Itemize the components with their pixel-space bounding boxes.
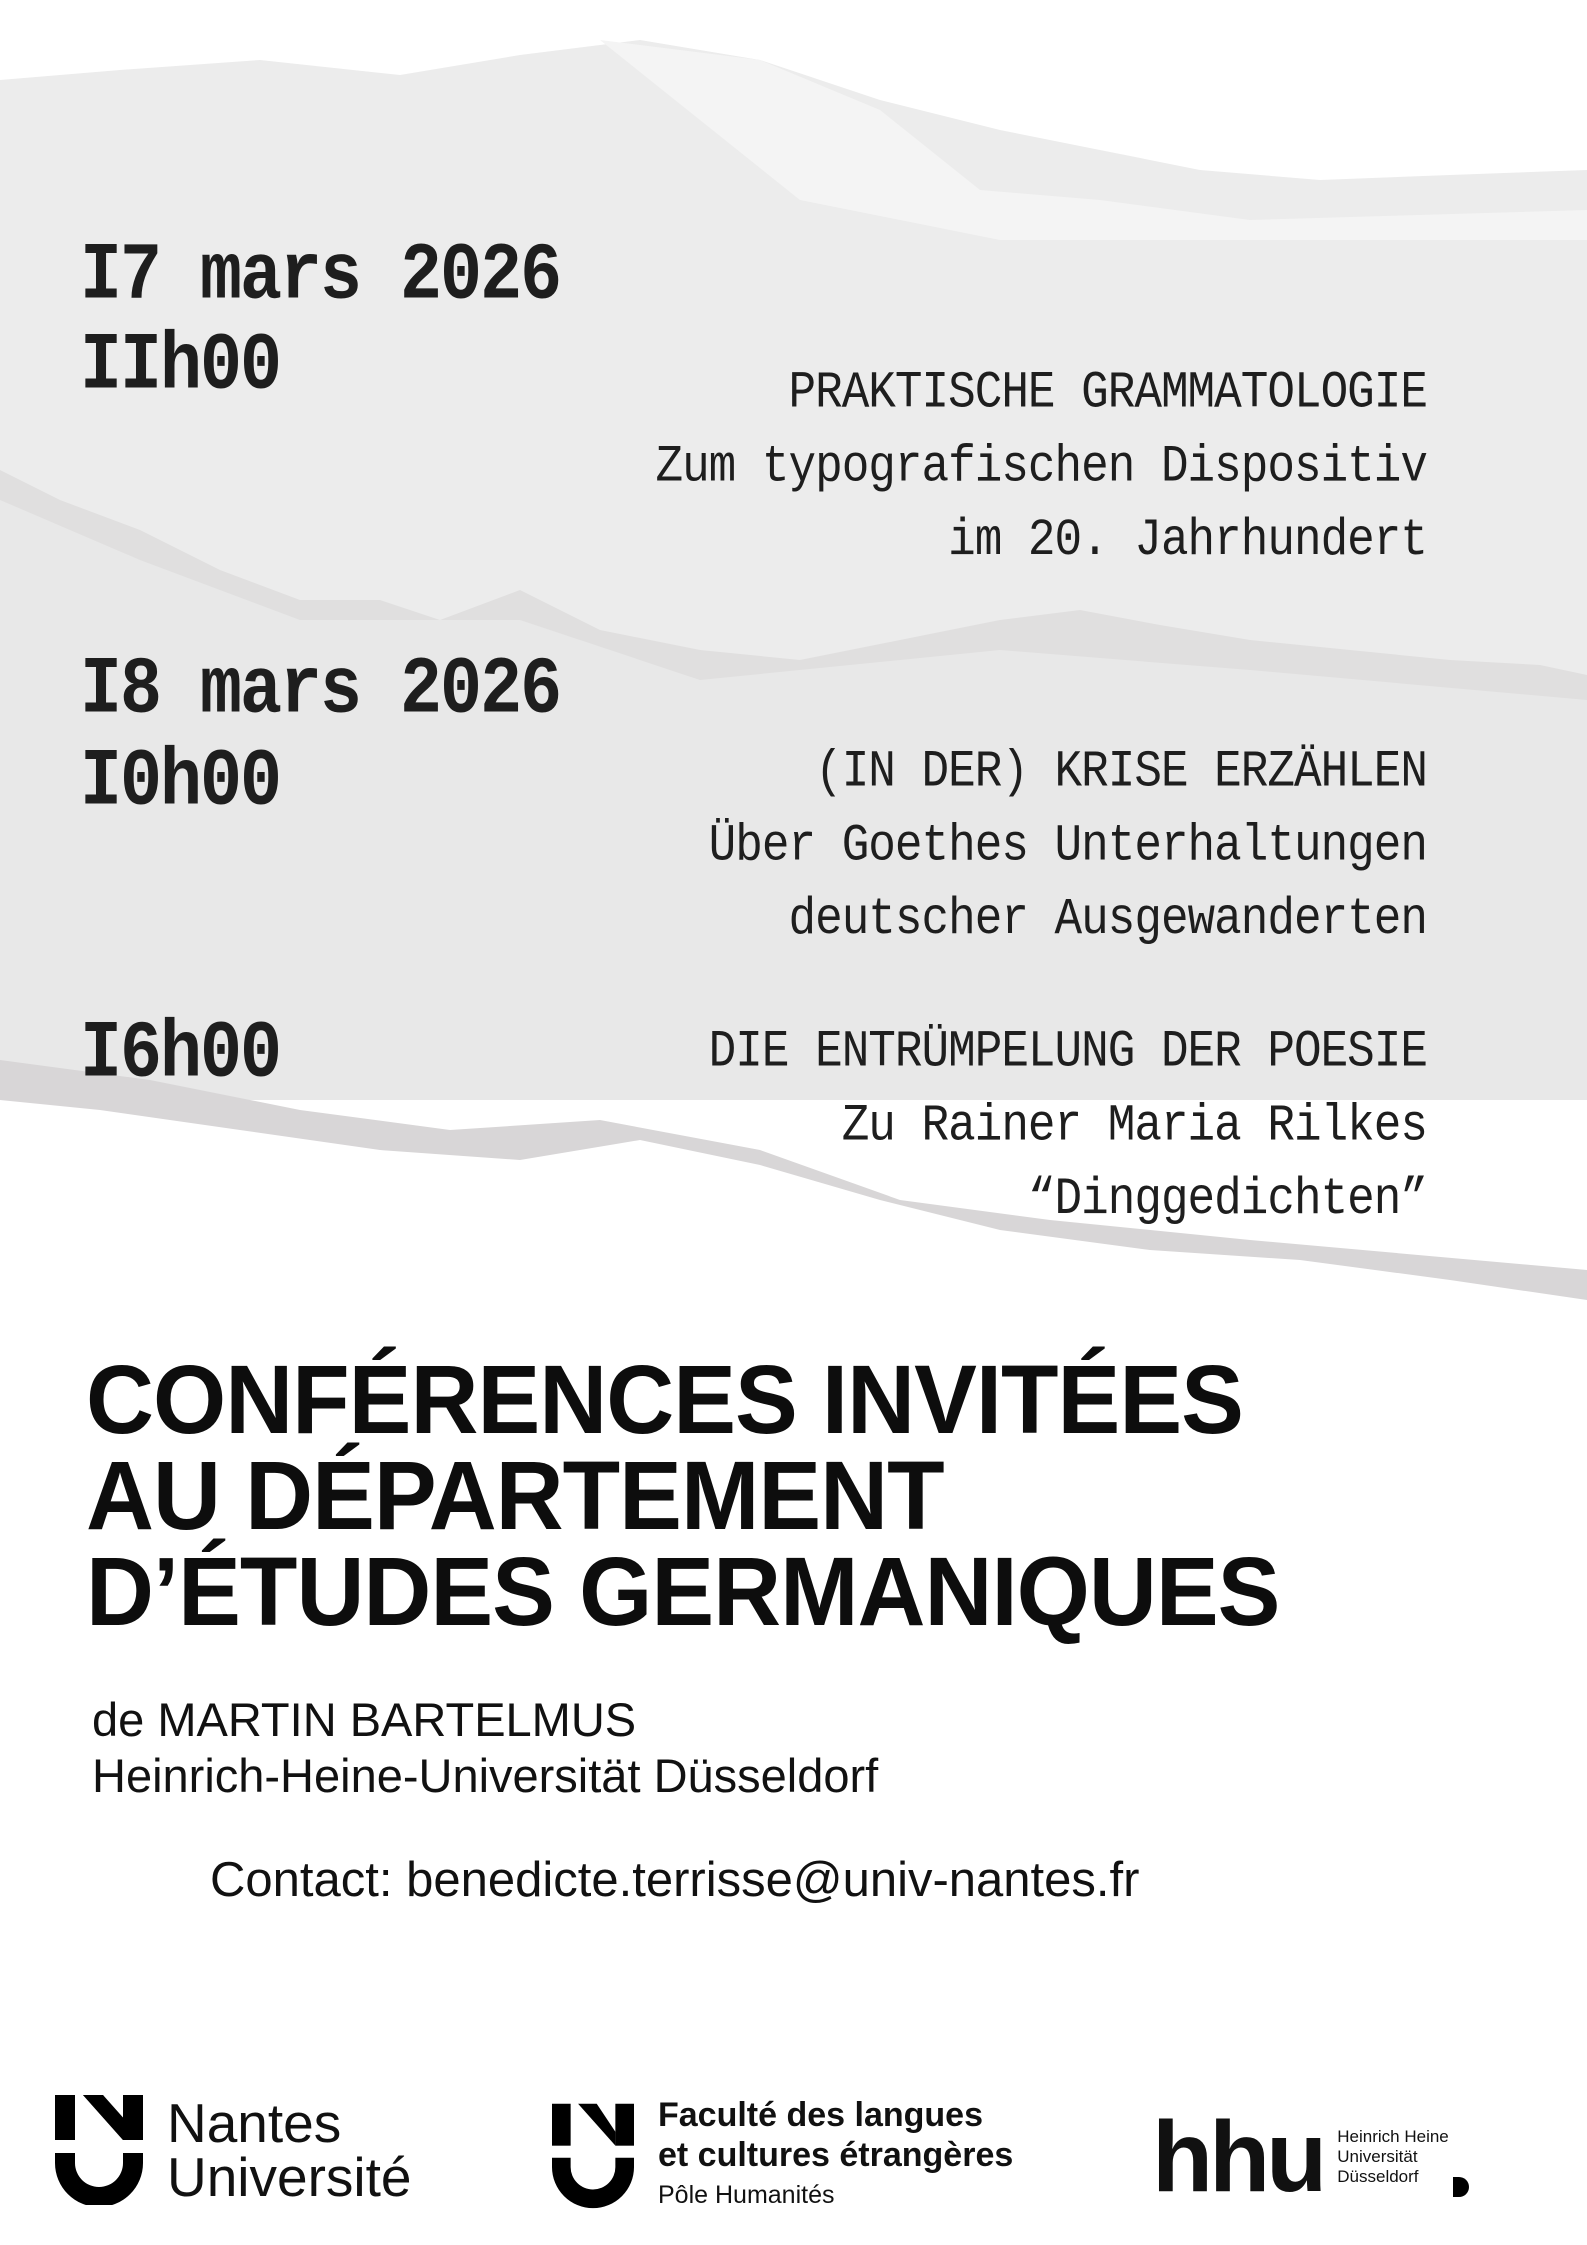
talk-subtitle: Über Goethes Unterhaltungen	[708, 816, 1427, 875]
nantes-mark-icon	[552, 2101, 634, 2209]
logo-text: Düsseldorf	[1337, 2167, 1419, 2186]
title-line: D’ÉTUDES GERMANIQUES	[86, 1537, 1280, 1646]
speaker-name: de MARTIN BARTELMUS	[92, 1693, 637, 1746]
session-3-time: I6h00	[80, 1010, 281, 1101]
logo-text: Pôle Humanités	[658, 2181, 835, 2209]
session-2-time: I0h00	[80, 738, 281, 829]
hhu-logo	[1152, 2101, 1469, 2213]
hhu-dot-icon	[1453, 2177, 1469, 2197]
logo-text: et cultures étrangères	[658, 2136, 1014, 2174]
logo-text: Faculté des langues	[658, 2096, 983, 2134]
talk-subtitle: “Dinggedichten”	[1027, 1170, 1427, 1229]
session-3-talk	[709, 1015, 1427, 1237]
talk-title: DIE ENTRÜMPELUNG DER POESIE	[708, 1022, 1427, 1082]
poster-title	[86, 1345, 1316, 1646]
session-2-talk	[709, 735, 1427, 957]
talk-title: PRAKTISCHE GRAMMATOLOGIE	[788, 363, 1427, 423]
title-line: CONFÉRENCES INVITÉES	[86, 1345, 1243, 1454]
session-2-date: I8 mars 2026	[80, 646, 561, 737]
talk-subtitle: Zu Rainer Maria Rilkes	[841, 1096, 1427, 1155]
talk-title: (IN DER) KRISE ERZÄHLEN	[815, 742, 1427, 802]
faculte-logo	[552, 2095, 1013, 2215]
nantes-universite-logo	[55, 2092, 412, 2208]
nantes-mark-icon	[55, 2095, 143, 2205]
logo-text: Universität	[1337, 2147, 1418, 2166]
talk-subtitle: im 20. Jahrhundert	[948, 511, 1427, 570]
hhu-mark: hhu	[1152, 2101, 1324, 2213]
speaker	[92, 1692, 878, 1804]
session-1-talk	[655, 356, 1427, 578]
talk-subtitle: Zum typografischen Dispositiv	[655, 437, 1427, 496]
speaker-affiliation: Heinrich-Heine-Universität Düsseldorf	[92, 1749, 879, 1802]
session-1-date: I7 mars 2026	[80, 232, 561, 323]
logo-text: Nantes	[167, 2092, 342, 2154]
title-line: AU DÉPARTEMENT	[86, 1441, 944, 1550]
contact-email: Contact: benedicte.terrisse@univ-nantes.fr	[210, 1853, 1140, 1907]
session-1-time: IIh00	[80, 322, 281, 413]
logo-text: Heinrich Heine	[1337, 2127, 1449, 2146]
talk-subtitle: deutscher Ausgewanderten	[788, 890, 1427, 949]
logo-text: Université	[167, 2146, 412, 2208]
